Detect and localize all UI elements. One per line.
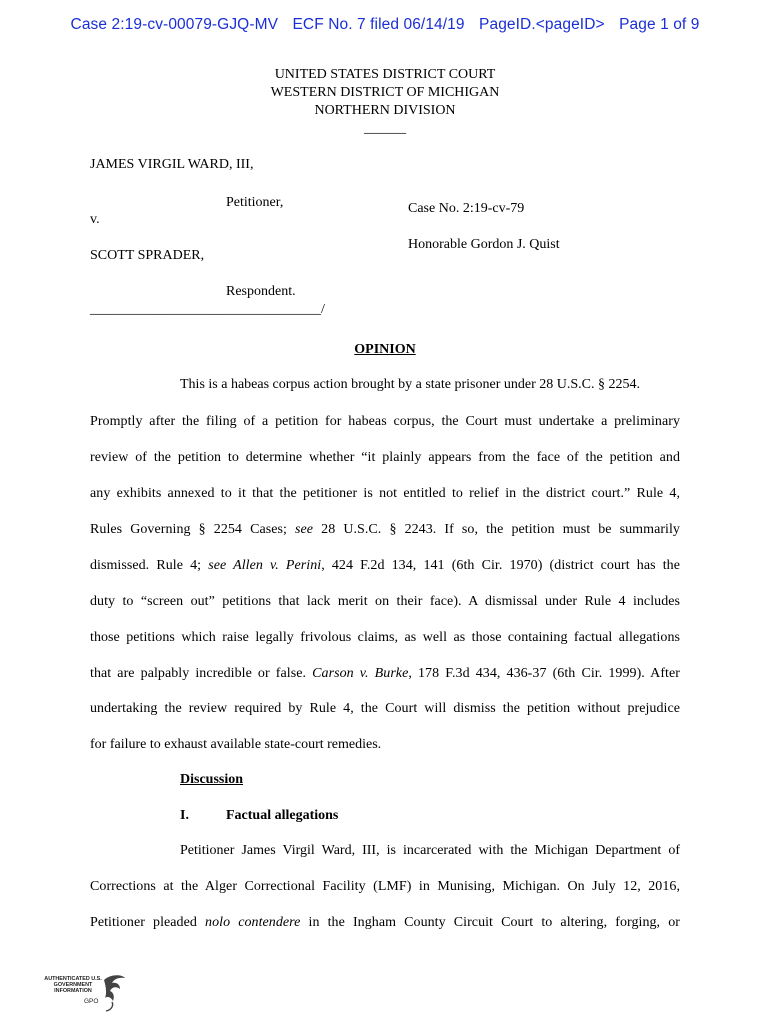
body-line [90, 558, 680, 574]
body-text: , 424 F.2d 134, 141 (6th Cir. 1970) (district court has the [321, 558, 680, 573]
body-line: Petitioner James Virgil Ward, III, is incarcerated with the Michigan Department of [180, 843, 680, 858]
body-line: Corrections at the Alger Correctional Facility (LMF) in Munising, Michigan. On July 12, 2016, [90, 879, 680, 894]
body-line: Promptly after the filing of a petition for habeas corpus, the Court must undertake a preliminary [90, 414, 680, 429]
body-text: Petitioner pleaded [90, 915, 197, 930]
ecf-filing-stamp: ECF No. 7 filed 06/14/19 [292, 16, 465, 33]
body-line [90, 915, 680, 931]
judge-name: Honorable Gordon J. Quist [408, 237, 560, 252]
body-text: that are palpably incredible or false. [90, 666, 307, 681]
body-line: duty to “screen out” petitions that lack merit on their face). A dismissal under Rule 4 includes [90, 594, 680, 609]
respondent-name: SCOTT SPRADER, [90, 248, 205, 263]
respondent-role: Respondent. [226, 284, 296, 299]
body-line [90, 522, 680, 538]
section-number: I. [180, 808, 189, 823]
body-line [90, 666, 680, 682]
page-count-stamp: Page 1 of 9 [619, 16, 700, 33]
court-name: UNITED STATES DISTRICT COURT [274, 67, 496, 82]
petitioner-name: JAMES VIRGIL WARD, III, [90, 157, 254, 172]
ecf-header-stamp [0, 16, 770, 34]
body-text: in the Ingham County Circuit Court to altering, forging, or [308, 915, 680, 930]
versus: v. [90, 212, 100, 227]
caption-closing-line: _________________________________/ [90, 302, 325, 317]
pageid-stamp: PageID.<pageID> [479, 16, 605, 33]
section-title: Factual allegations [226, 808, 339, 823]
case-citation: see Allen v. Perini [208, 558, 322, 573]
discussion-heading: Discussion [180, 772, 244, 787]
court-district: WESTERN DISTRICT OF MICHIGAN [270, 85, 500, 100]
petitioner-role: Petitioner, [226, 195, 284, 210]
court-heading [0, 66, 770, 138]
body-line: for failure to exhaust available state-court remedies. [90, 737, 382, 752]
body-text: 28 U.S.C. § 2243. If so, the petition must be summarily [321, 522, 680, 537]
body-line: any exhibits annexed to it that the petitioner is not entitled to relief in the district court.” Rule 4, [90, 486, 680, 501]
citation-signal: see [295, 522, 314, 537]
body-line: review of the petition to determine whether “it plainly appears from the face of the petition and [90, 450, 680, 465]
gpo-authentication-seal [42, 972, 132, 1016]
body-text: , 178 F.3d 434, 436-37 (6th Cir. 1999). After [408, 666, 680, 681]
body-line: This is a habeas corpus action brought by a state prisoner under 28 U.S.C. § 2254. [180, 377, 640, 392]
body-text: Rules Governing § 2254 Cases; [90, 522, 287, 537]
eagle-icon [100, 972, 128, 1012]
gpo-seal-text: AUTHENTICATED U.S. GOVERNMENT INFORMATION [44, 976, 102, 995]
legal-term: nolo contendere [205, 915, 301, 930]
case-number-stamp: Case 2:19-cv-00079-GJQ-MV [70, 16, 279, 33]
body-line: undertaking the review required by Rule 4, the Court will dismiss the petition without prejudice [90, 701, 680, 716]
case-citation: Carson v. Burke [312, 666, 409, 681]
court-rule: ______ [364, 121, 406, 136]
body-text: dismissed. Rule 4; [90, 558, 202, 573]
opinion-title: OPINION [354, 342, 416, 357]
case-number: Case No. 2:19-cv-79 [408, 201, 525, 216]
court-division: NORTHERN DIVISION [314, 103, 456, 118]
body-line: those petitions which raise legally frivolous claims, as well as those containing factual allegations [90, 630, 680, 645]
gpo-mark: GPO [84, 998, 99, 1005]
